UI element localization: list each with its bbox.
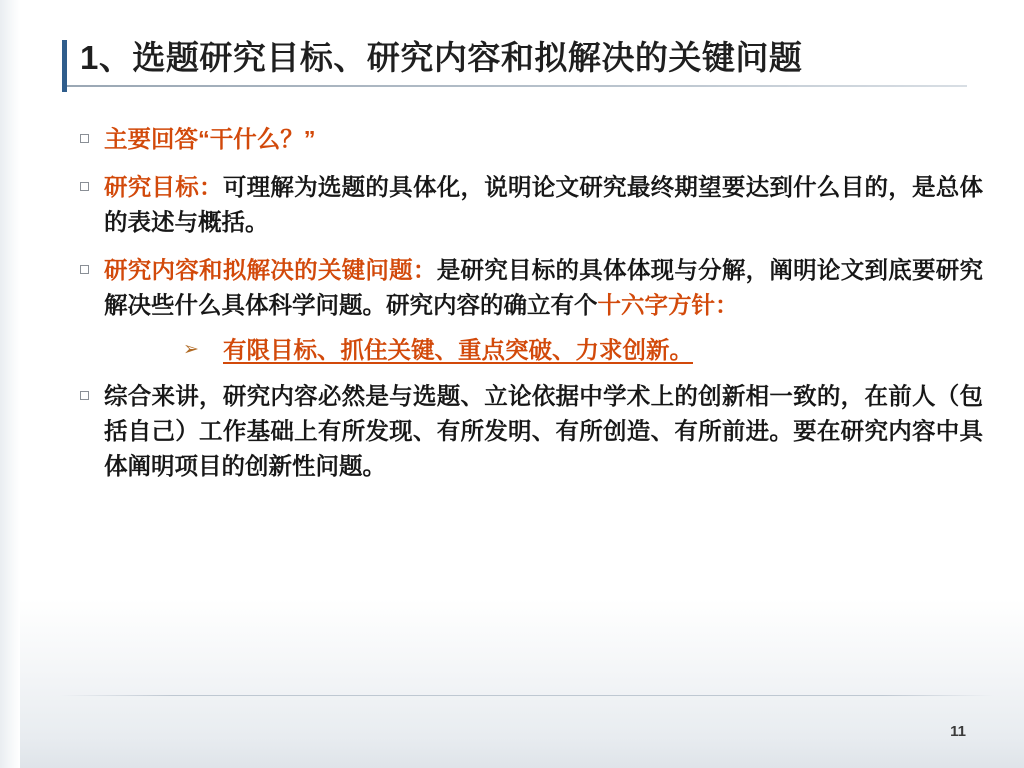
arrow-bullet-icon: ➢ <box>183 339 199 360</box>
title-block <box>62 36 967 87</box>
slide-body <box>78 122 983 497</box>
list-item-text <box>104 122 983 157</box>
footer-divider <box>60 695 994 696</box>
list-item <box>78 379 983 484</box>
list-item-highlight: 研究目标： <box>104 174 223 200</box>
square-bullet-icon <box>78 170 104 191</box>
list-item-body: 综合来讲，研究内容必然是与选题、立论依据中学术上的创新相一致的，在前人（包括自己）工作基础上有所发现、有所发明、有所创造、有所前进。要在研究内容中具体阐明项目的创新性问题。 <box>104 383 983 479</box>
list-item <box>78 122 983 157</box>
list-item <box>78 170 983 240</box>
list-item-highlight: 研究内容和拟解决的关键问题： <box>104 257 437 283</box>
slide-left-band <box>0 0 20 768</box>
list-item-highlight: 主要回答“干什么？” <box>104 126 316 152</box>
page-number: 11 <box>950 723 966 740</box>
list-item-text <box>104 379 983 484</box>
list-item-body: 可理解为选题的具体化，说明论文研究最终期望要达到什么目的，是总体的表述与概括。 <box>104 174 984 235</box>
title-accent-bar <box>62 40 67 92</box>
title-underline <box>62 85 967 87</box>
page-title: 1、选题研究目标、研究内容和拟解决的关键问题 <box>80 39 803 76</box>
list-item-body: 是研究目标的具体体现与分解，阐明论文到底要研究解决些什么具体科学问题。研究内容的确立有个 <box>104 257 984 318</box>
list-item-trailing-highlight: 十六字方针： <box>597 292 739 318</box>
sub-list-item-text: 有限目标、抓住关键、重点突破、力求创新。 <box>223 337 693 363</box>
square-bullet-icon <box>78 379 104 400</box>
list-item-text <box>104 253 983 323</box>
list-item <box>78 253 983 323</box>
sub-list-item <box>183 334 983 367</box>
square-bullet-icon <box>78 253 104 274</box>
square-bullet-icon <box>78 122 104 143</box>
list-item-text <box>104 170 983 240</box>
